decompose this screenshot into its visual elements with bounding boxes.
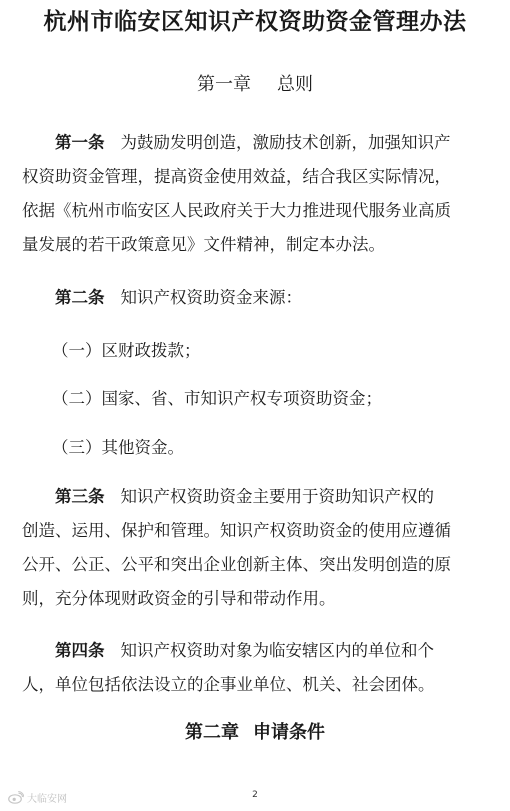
chapter-number: 第二章 xyxy=(185,722,239,743)
weibo-logo-icon xyxy=(8,791,24,804)
article-line: 则，充分体现财政资金的引导和带动作用。 xyxy=(22,589,336,608)
article-label: 第三条 xyxy=(55,487,105,506)
article-label: 第四条 xyxy=(55,641,105,660)
chapter-name: 申请条件 xyxy=(253,722,325,743)
article-line xyxy=(22,126,492,160)
list-item: （三）其他资金。 xyxy=(52,438,184,457)
article-text: 为鼓励发明创造，激励技术创新，加强知识产 xyxy=(120,133,451,152)
list-item: （二）国家、省、市知识产权专项资助资金； xyxy=(52,389,382,408)
article-1 xyxy=(22,126,492,262)
page-number: 2 xyxy=(252,790,258,800)
article-label: 第一条 xyxy=(55,133,105,152)
article-line: 权资助资金管理，提高资金使用效益，结合我区实际情况， xyxy=(22,167,451,186)
article-line: 人，单位包括依法设立的企事业单位、机关、社会团体。 xyxy=(22,675,435,694)
watermark-text: 大临安网 xyxy=(27,793,67,805)
chapter-name: 总则 xyxy=(277,74,313,95)
article-text: 知识产权资助对象为临安辖区内的单位和个 xyxy=(120,641,434,660)
watermark xyxy=(8,789,67,805)
list-item: （一）区财政拨款； xyxy=(52,341,201,360)
chapter-number: 第一章 xyxy=(197,74,251,95)
chapter-heading-1 xyxy=(0,72,510,98)
article-line xyxy=(22,480,492,514)
article-line xyxy=(22,281,492,315)
article-line xyxy=(22,634,492,668)
article-label: 第二条 xyxy=(55,288,105,307)
chapter-heading-2 xyxy=(0,720,510,746)
article-line: 创造、运用、保护和管理。知识产权资助资金的使用应遵循 xyxy=(22,521,451,540)
article-text: 知识产权资助资金来源： xyxy=(120,288,302,307)
article-4 xyxy=(22,634,492,702)
document-title: 杭州市临安区知识产权资助资金管理办法 xyxy=(43,8,467,35)
article-3 xyxy=(22,480,492,616)
article-line: 量发展的若干政策意见》文件精神，制定本办法。 xyxy=(22,235,385,254)
article-2 xyxy=(22,281,492,315)
article-line: 依据《杭州市临安区人民政府关于大力推进现代服务业高质 xyxy=(22,201,451,220)
article-text: 知识产权资助资金主要用于资助知识产权的 xyxy=(120,487,434,506)
article-line: 公开、公正、公平和突出企业创新主体、突出发明创造的原 xyxy=(22,555,451,574)
